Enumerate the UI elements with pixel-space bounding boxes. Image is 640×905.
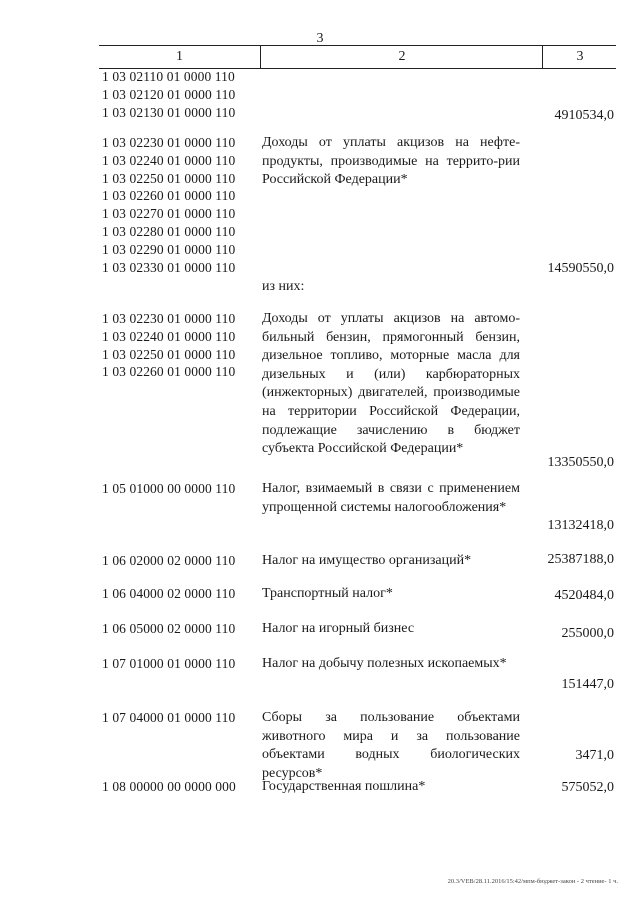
budget-codes [102,585,262,603]
budget-code: 1 03 02240 01 0000 110 [102,328,236,344]
amount-value: 13132418,0 [547,518,614,533]
amount-value: 151447,0 [561,677,614,692]
budget-code: 1 06 04000 02 0000 110 [102,586,236,601]
budget-codes [102,620,262,638]
budget-code: 1 03 02330 01 0000 110 [102,259,236,275]
budget-code: 1 03 02290 01 0000 110 [102,241,236,257]
budget-code: 1 03 02240 01 0000 110 [102,152,236,168]
budget-code: 1 08 00000 00 0000 000 [102,779,236,794]
budget-codes [102,68,262,121]
document-footer: 20.3/VEB/28.11.2016/15:42/мпм-бюджет-закон - 2 чтение- 1 ч. [447,878,618,885]
amount-value: 14590550,0 [547,261,614,276]
income-description: Налог на добычу полезных ископаемых* [262,656,507,671]
budget-code: 1 03 02260 01 0000 110 [102,188,236,204]
budget-code: 1 07 04000 01 0000 110 [102,710,236,725]
amount-value: 25387188,0 [547,552,614,567]
budget-code: 1 03 02230 01 0000 110 [102,135,236,150]
budget-code: 1 03 02270 01 0000 110 [102,206,236,222]
column-header-2: 2 [260,46,543,68]
amount-value: 4520484,0 [554,588,614,603]
budget-codes [102,709,262,727]
budget-codes [102,655,262,673]
budget-code: 1 03 02130 01 0000 110 [102,104,236,120]
income-description: Сборы за пользование объектами животного мира и за пользование объектами водных биологических ресурсов* [262,710,520,781]
budget-code: 1 06 02000 02 0000 110 [102,553,236,568]
budget-code: 1 03 02280 01 0000 110 [102,223,236,239]
budget-code: 1 07 01000 01 0000 110 [102,656,236,671]
income-description: Транспортный налог* [262,586,393,601]
budget-code: 1 03 02260 01 0000 110 [102,364,236,380]
budget-codes [102,310,262,381]
income-description: Налог, взимаемый в связи с применением упрощенной системы налогообложения* [262,481,520,515]
budget-codes [102,480,262,498]
amount-value: 4910534,0 [554,108,614,123]
budget-codes [102,134,262,276]
column-header-1: 1 [176,49,183,64]
budget-code: 1 03 02250 01 0000 110 [102,346,236,362]
income-description: из них: [262,279,305,294]
amount-value: 13350550,0 [547,455,614,470]
column-header-3: 3 [542,46,617,68]
page-number: 3 [316,31,324,46]
budget-codes [102,552,262,570]
amount-value: 255000,0 [561,626,614,641]
budget-code: 1 03 02250 01 0000 110 [102,170,236,186]
amount-value: 575052,0 [561,780,614,795]
income-description: Доходы от уплаты акцизов на автомо-бильный бензин, прямогонный бензин, дизельное топливо, моторные масла для дизельных и (или) карбюраторных (инжекторных) двигателей, производимые на территории Российской Федерации, подлежащие зачислению в бюджет субъекта Российской Федерации* [262,311,520,457]
budget-codes [102,778,262,796]
income-description: Государственная пошлина* [262,779,426,794]
budget-code: 1 03 02230 01 0000 110 [102,311,236,326]
budget-code: 1 06 05000 02 0000 110 [102,621,236,636]
budget-code: 1 05 01000 00 0000 110 [102,481,236,496]
income-description: Налог на игорный бизнес [262,621,415,636]
amount-value: 3471,0 [575,748,614,763]
budget-code: 1 03 02120 01 0000 110 [102,86,236,102]
income-description: Налог на имущество организаций* [262,553,472,568]
income-description: Доходы от уплаты акцизов на нефте-продукты, производимые на террито-рии Российской Федерации* [262,135,520,188]
budget-code: 1 03 02110 01 0000 110 [102,69,235,84]
table-header [99,45,616,69]
